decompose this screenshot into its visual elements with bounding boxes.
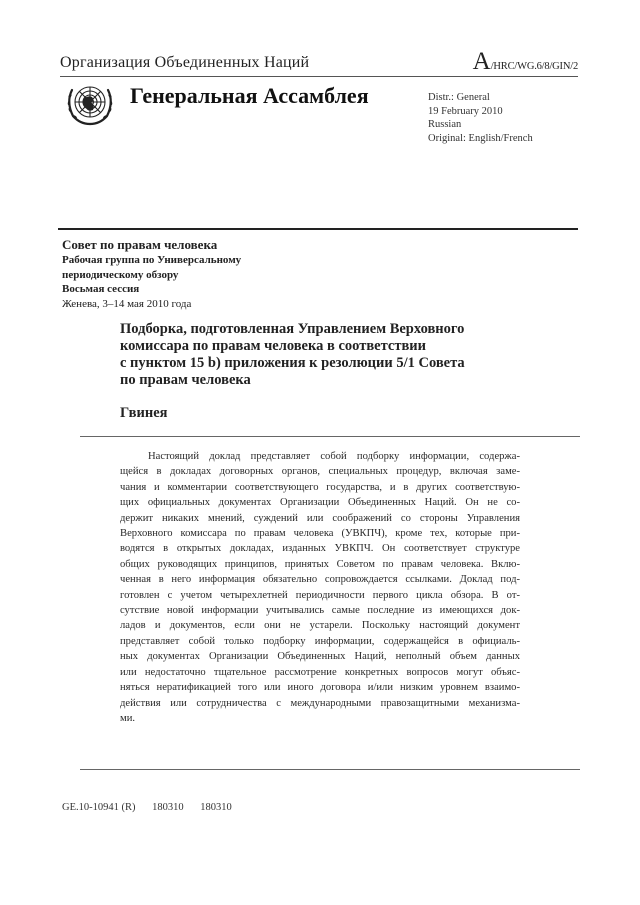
summary-line: сутствие новой информации учитывались самые последние из имеющихся док- [120,605,520,617]
summary-line: готовлен с учетом четырехлетней периодичности первого цикла обзора. В от- [120,589,520,601]
session-location-date: Женева, 3–14 мая 2010 года [62,297,192,310]
report-title-line: по правам человека [120,372,251,388]
summary-line: представляет собой только подборку информации, содержащейся в официаль- [120,635,520,647]
report-title-line: с пунктом 15 b) приложения к резолюции 5/1 Совета [120,355,465,371]
summary-line: действия или сотрудничества с международными правозащитными механизма- [120,697,520,709]
document-symbol [472,48,578,75]
country-name: Гвинея [120,405,168,421]
summary-line: водятся в открытых докладах, изданных УВКПЧ. Он соответствует структуре [120,543,520,555]
summary-line: ладов и документов, если они не устарели. Поскольку настоящий документ [120,620,520,632]
summary-line: ченная в него информация обязательно сопровождается ссылками. Доклад под- [120,574,520,586]
report-title-line: Подборка, подготовленная Управлением Верховного [120,321,465,337]
council-title: Совет по правам человека [62,237,218,252]
summary-line: Верховного комиссара по правам человека (УВКПЧ), кроме тех, которые при- [120,528,520,540]
distribution-type: Distr.: General [428,92,490,103]
organization-name: Организация Объединенных Наций [60,54,310,71]
working-group-line-2: периодическому обзору [62,268,179,281]
summary-line: чания и комментарии соответствующего государства, и в других соответствую- [120,481,520,493]
summary-box-top-border [80,436,580,437]
section-rule [58,228,578,230]
report-title [120,321,540,389]
footer-date-1: 180310 [152,802,184,813]
un-emblem-icon [63,80,117,126]
general-assembly-title: Генеральная Ассамблея [130,83,369,108]
summary-line: Настоящий доклад представляет собой подборку информации, содержа- [148,451,520,462]
summary-line: ми. [120,712,136,724]
summary-text [120,449,520,726]
footer [62,802,246,813]
summary-line: держит никаких мнений, суждений или соображений со стороны Управления [120,512,520,524]
symbol-code: /HRC/WG.6/8/GIN/2 [490,61,578,72]
document-language: Russian [428,119,462,130]
symbol-prefix: A [472,48,491,75]
report-title-line: комиссара по правам человека в соответствии [120,338,426,354]
summary-line: ных документах Организации Объединенных Наций, неполный объем данных [120,651,520,663]
working-group-line-1: Рабочая группа по Универсальному [62,254,242,266]
header-rule [60,76,578,77]
distribution-block [428,91,533,145]
document-number: GE.10-10941 (R) [62,802,136,813]
summary-line: няться нератификацией того или иного договора и/или низким уровнем взаимо- [120,682,520,694]
council-block [62,237,241,311]
footer-date-2: 180310 [200,802,232,813]
original-language: Original: English/French [428,132,533,144]
distribution-date: 19 February 2010 [428,105,503,117]
summary-line: щих официальных документах Организации Объединенных Наций. Он не со- [120,497,520,509]
summary-line: или недостаточно тщательное рассмотрение конкретных вопросов могут объяс- [120,666,520,678]
summary-box-bottom-border [80,769,580,770]
summary-line: общих руководящих принципов, принятых Советом по правам человека. Вклю- [120,558,520,570]
summary-line: щейся в докладах договорных органов, специальных процедур, включая заме- [120,466,520,478]
session-name: Восьмая сессия [62,283,140,295]
